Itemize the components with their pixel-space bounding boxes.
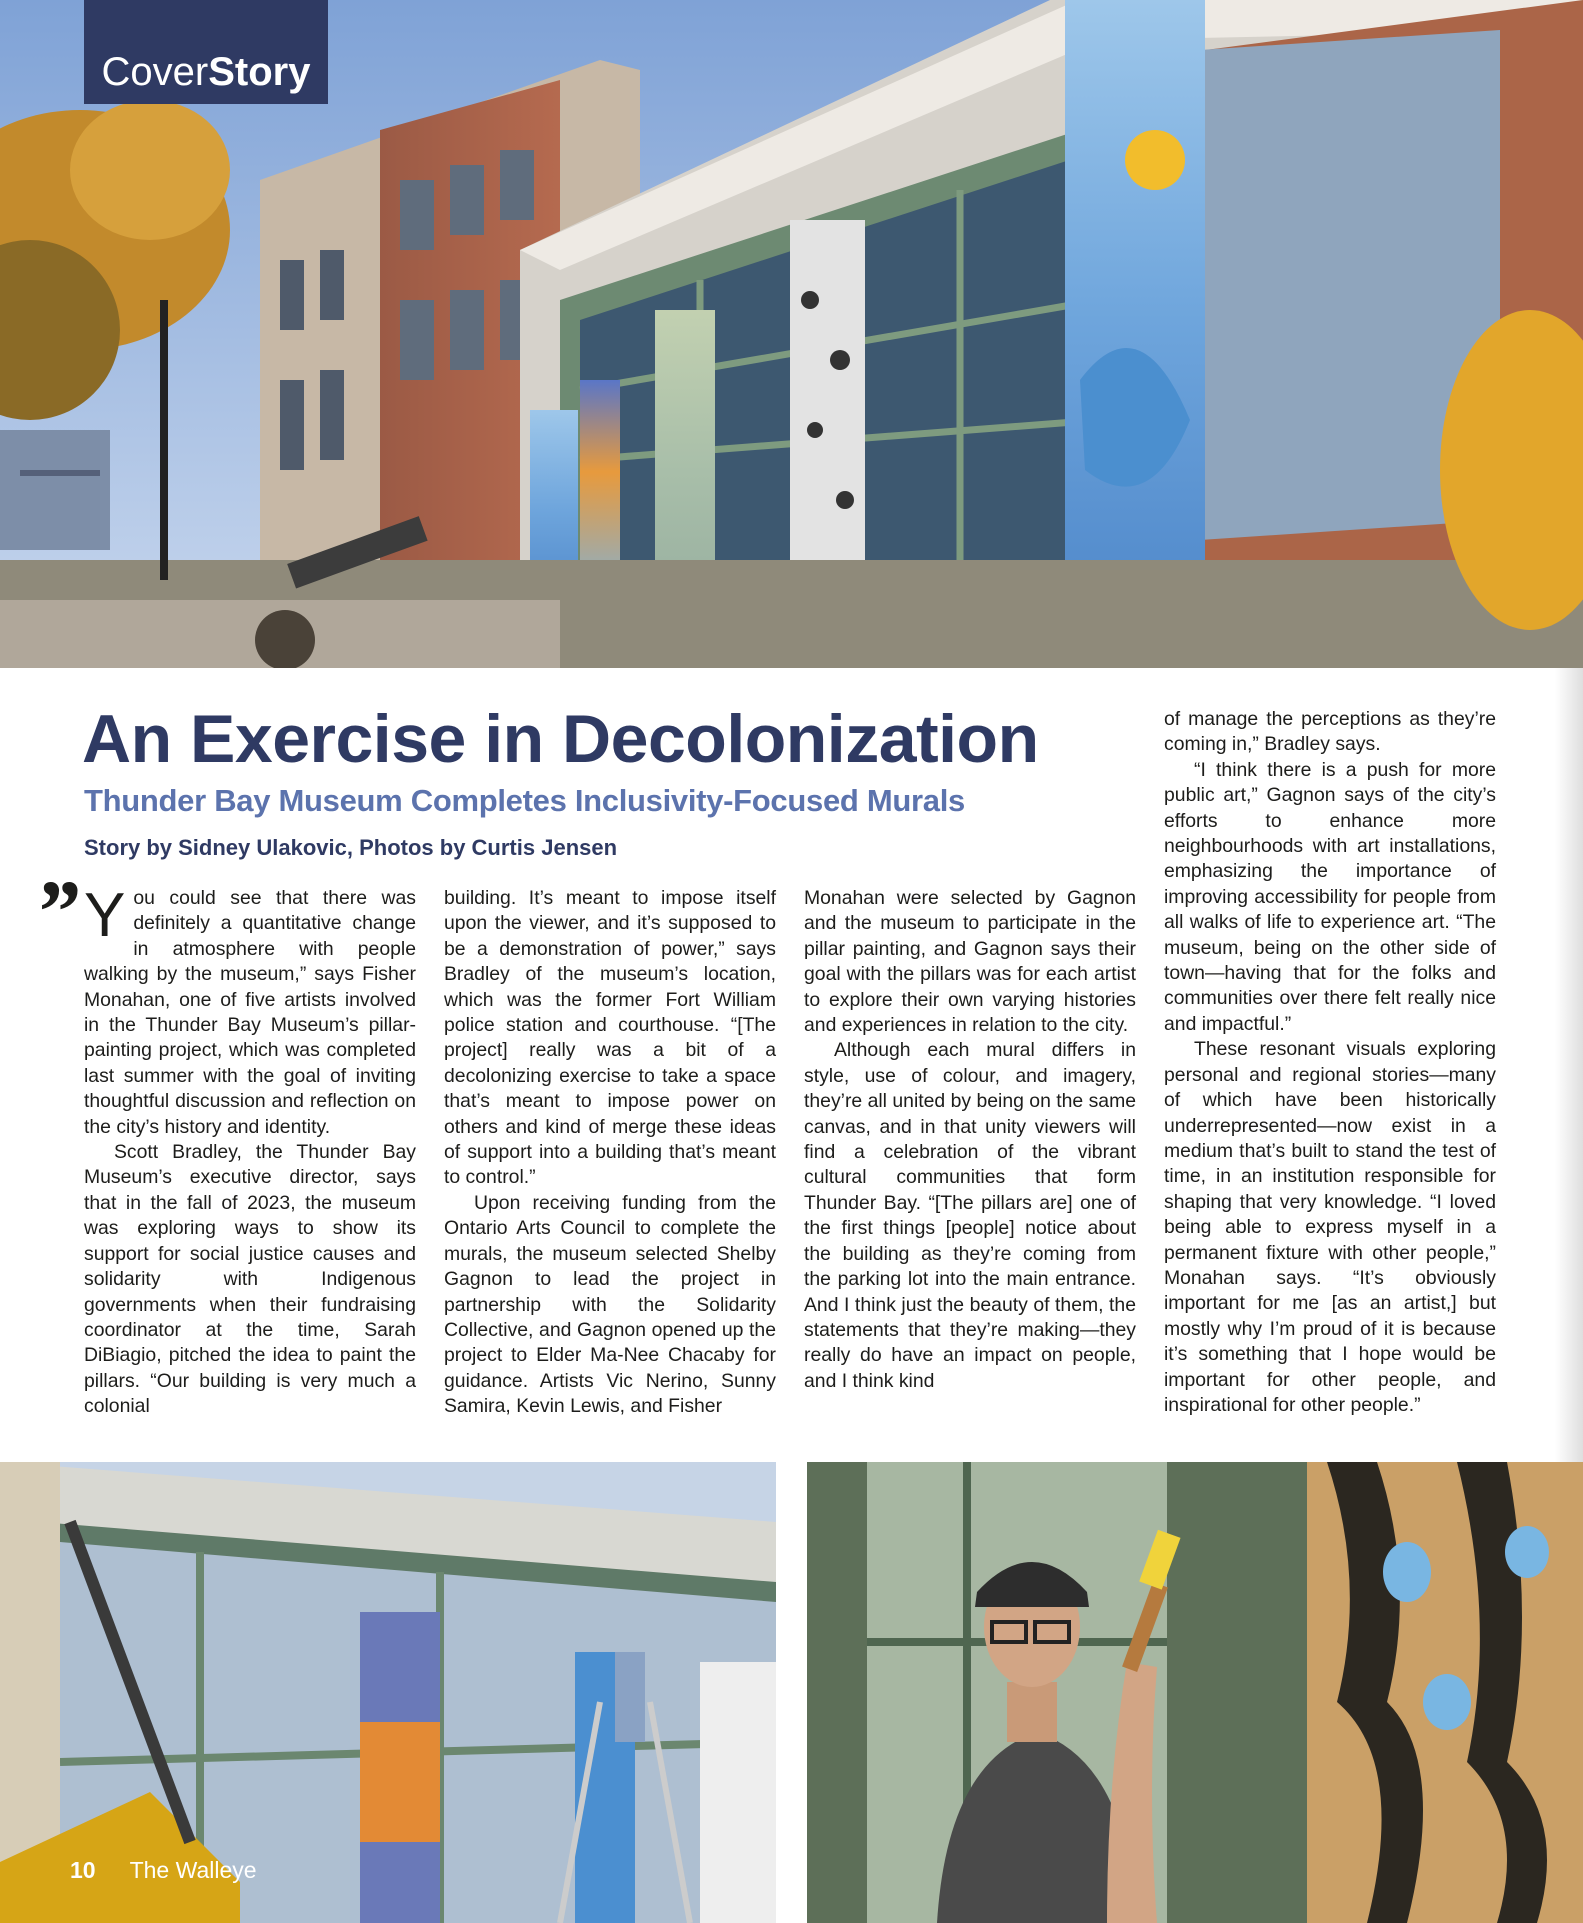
paragraph-text: ou could see that there was definitely a quantitative change in atmosphere with people walking by the museum,” says Fisher Monahan, one of five artists involved in the Thunder Bay Museum’s pillar-painting project, which was completed last summer with the goal of inviting thoughtful discussion and reflection on the city’s history and identity.	[84, 887, 416, 1138]
section-tag-cover-story	[84, 0, 328, 104]
article-subtitle: Thunder Bay Museum Completes Inclusivity-Focused Murals	[84, 783, 965, 818]
photo-artist-on-ladder	[0, 1462, 776, 1923]
drop-cap: Y	[84, 881, 126, 950]
page-footer	[70, 1857, 257, 1884]
paragraph: Monahan were selected by Gagnon and the museum to participate in the pillar painting, and Gagnon says their goal with the pillars was for each artist to explore their own varying histories and experiences in relation to the city.	[804, 887, 1136, 1037]
section-tag-prefix: Cover	[101, 50, 209, 94]
paragraph: of manage the perceptions as they’re coming in,” Bradley says.	[1164, 708, 1496, 756]
article-byline: Story by Sidney Ulakovic, Photos by Curtis Jensen	[84, 835, 618, 860]
paragraph: These resonant visuals exploring personal and regional stories—many of which have been historically underrepresented—now exist in a medium that’s built to stand the test of time, in an institution responsible for shaping that very knowledge. “I loved being able to express myself in a permanent fixture with other people,” Monahan says. “It’s obviously important for me [as an artist,] but mostly why I’m proud of it is because it’s something that I hope would be important for other people, and inspirational for other people.”	[1164, 1038, 1496, 1416]
article-column-3	[804, 886, 1136, 1394]
article-column-4	[1164, 707, 1496, 1418]
page-gutter-shadow	[1555, 668, 1583, 1462]
section-tag-bold: Story	[208, 50, 311, 94]
article-title: An Exercise in Decolonization	[82, 701, 1039, 777]
photo-artist-painting	[807, 1462, 1583, 1923]
paragraph: building. It’s meant to impose itself upon the viewer, and it’s supposed to be a demonstration of power,” says Bradley of the museum’s location, which was the former Fort William police station and courthouse. “[The project] really was a bit of a decolonizing exercise to take a space that’s meant to impose power on others and kind of merge these ideas of support into a building that’s meant to control.”	[444, 887, 776, 1189]
page-number: 10	[70, 1857, 96, 1883]
paragraph	[84, 881, 416, 1140]
article-column-1	[84, 881, 416, 1420]
open-quote-mark: ”	[34, 863, 79, 962]
paragraph: Upon receiving funding from the Ontario Arts Council to complete the murals, the museum selected Shelby Gagnon to lead the project in partnership with the Solidarity Collective, and Gagnon opened up the project to Elder Ma-Nee Chacaby for guidance. Artists Vic Nerino, Sunny Samira, Kevin Lewis, and Fisher	[444, 1191, 776, 1418]
paragraph: Although each mural differs in style, use of colour, and imagery, they’re all united by being on the same canvas, and in that unity viewers will find a celebration of the vibrant cultural communities that form Thunder Bay. “[The pillars are] one of the first things [people] notice about the building as they’re coming from the parking lot into the main entrance. And I think just the beauty of them, the statements that they’re making—they really do have an impact on people, and I think kind	[804, 1039, 1137, 1392]
article-column-2	[444, 886, 776, 1420]
paragraph: “I think there is a push for more public art,” Gagnon says of the city’s efforts to enhance more neighbourhoods with art installations, emphasizing the importance of improving accessibility for people from all walks of life to experience art. “The museum, being on the other side of town—having that for the folks and communities over there felt really nice and impactful.”	[1164, 758, 1496, 1035]
paragraph: Scott Bradley, the Thunder Bay Museum’s executive director, says that in the fall of 2023, the museum was exploring ways to show its support for social justice causes and solidarity with Indigenous governments when their fundraising coordinator at the time, Sarah DiBiagio, pitched the idea to paint the pillars. “Our building is very much a colonial	[84, 1141, 416, 1418]
publication-name: The Walleye	[129, 1857, 257, 1883]
